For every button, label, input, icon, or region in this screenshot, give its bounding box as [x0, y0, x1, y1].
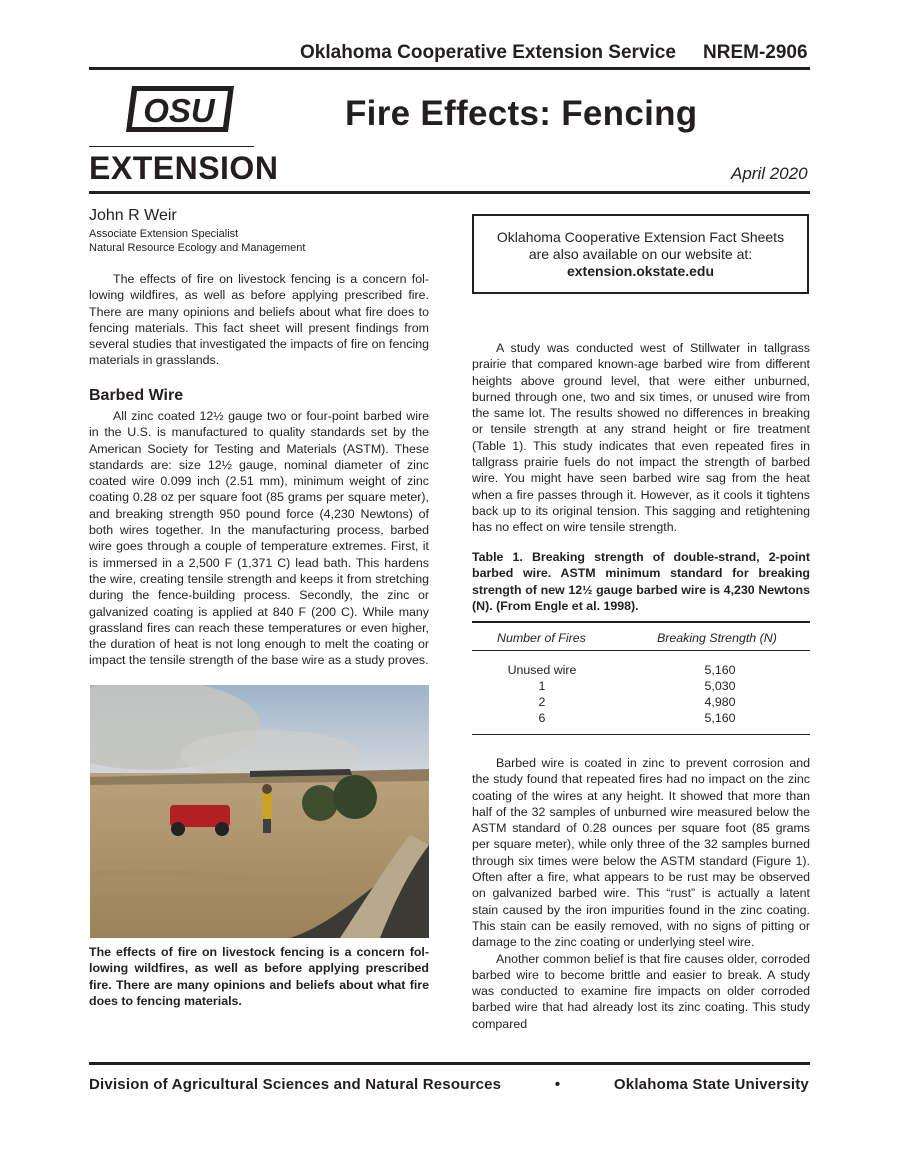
extension-wordmark: EXTENSION: [89, 150, 279, 186]
publication-date: April 2020: [731, 164, 808, 183]
footer: [89, 1076, 809, 1093]
header-service: Oklahoma Cooperative Extension Service: [300, 42, 676, 63]
table-bottom-rule: [472, 734, 810, 735]
author-role: Associate Extension Specialist: [89, 228, 239, 240]
section-heading-barbed-wire: Barbed Wire: [89, 387, 184, 404]
table-caption: Table 1. Breaking strength of double-strand, 2-point barbed wire. ASTM minimum standard for breaking strength of new 12½ gauge barbed wire is 4,230 Newtons (N). (From Engle et al. 1998).: [472, 550, 810, 613]
header-code: NREM-2906: [703, 42, 808, 63]
footer-bullet: •: [554, 1076, 561, 1093]
table-cell-fires: 6: [538, 711, 546, 725]
table-cell-fires: 1: [538, 679, 546, 693]
study-paragraph: A study was conducted west of Stillwater in tallgrass prairie that compared known-age barbed wire from different heights above ground level, that were either unburned, burned through one, two and six times, or unused wire from the same lot. The results showed no differences in breaking or tensile strength at any strand height or fire treatment (Table 1). This study indicates that even repeated fires in tallgrass prairie fuels do not impact the strength of barbed wire. You might have seen barbed wire sag from the heat when a fire passes through it. However, as it cools it tightens back up to its original tension. This sagging and retightening has no effect on wire tensile strength.: [472, 341, 810, 535]
table-cell-strength: 5,160: [704, 711, 736, 725]
table-cell-fires: 2: [538, 695, 546, 709]
header-rule: [89, 67, 810, 70]
title-rule: [89, 191, 810, 194]
table-cell-strength: 5,160: [704, 663, 736, 677]
zinc-paragraph: Barbed wire is coated in zinc to prevent corrosion and the study found that repeated fires had no impact on the zinc coating of the wires at any height. It showed that more than half of the 32 samples of unburned wire measured below the ASTM standard of 0.28 ounces per square foot (85 grams per square meter), while only three of the 32 samples burned through six times were below the ASTM standard (Figure 1). Often after a fire, what appears to be rust may be observed on galvanized barbed wire. This “rust” is actually a latent stain caused by the iron impurities found in the zinc coating. This stain can be easily removed, with no signs of pitting or damage to the zinc coating or underlying steel wire. Another common belief is that fire causes older, corroded barbed wire to become brittle and easier to break. A study was conducted to examine fire impacts on older corroded barbed wire that had already lost its zinc coating. This study compared: [472, 756, 810, 1031]
table-header-fires: Number of Fires: [497, 631, 586, 645]
table-header-strength: Breaking Strength (N): [657, 631, 777, 645]
author-dept: Natural Resource Ecology and Management: [89, 242, 306, 254]
table-cell-strength: 4,980: [704, 695, 736, 709]
table-header-rule: [472, 650, 810, 651]
osu-logo: [122, 80, 238, 138]
logo-rule: [89, 146, 254, 147]
svg-text:OSU: OSU: [143, 92, 215, 129]
footer-university: Oklahoma State University: [613, 1076, 809, 1093]
factsheet-line2: are also available on our website at:: [528, 246, 753, 262]
table-cell-fires: Unused wire: [507, 663, 577, 677]
page-title: Fire Effects: Fencing: [345, 94, 698, 133]
footer-rule: [89, 1062, 810, 1065]
barbed-wire-paragraph: All zinc coated 12½ gauge two or four-point barbed wire in the U.S. is manufactured to quality standards set by the American Society for Testing and Materials (ASTM). These standards are: size 12½ gauge, nominal diameter of zinc coated wire 0.099 inch (2.51 mm), minimum weight of zinc coating 0.28 oz per square foot (85 grams per square meter), and breaking strength 950 pound force (4,230 Newtons) of both wires together. In the manufacturing process, barbed wire goes through a couple of temperature extremes. First, it is immersed in a 2,500 F (1,371 C) lead bath. This hardens the wire, creating tensile strength and keeps it from stretching during the fence-building process. Secondly, the zinc or galvanized coating is applied at 840 F (200 C). While many grassland fires can reach these temperatures or even higher, the duration of heat is not long enough to melt the coating or impact the tensile strength of the base wire as a study proves.: [89, 409, 429, 668]
table-top-rule: [472, 621, 810, 623]
author-name: John R Weir: [89, 207, 177, 224]
table-cell-strength: 5,030: [704, 679, 736, 693]
factsheet-line1: Oklahoma Cooperative Extension Fact Sheets: [496, 229, 785, 245]
prescribed-fire-photo: [90, 685, 429, 938]
factsheet-url[interactable]: extension.okstate.edu: [566, 263, 715, 279]
factsheet-box: [472, 214, 809, 294]
photo-caption: The effects of fire on livestock fencing is a concern following wildfires, as well as before applying prescribed fire. There are many opinions and beliefs about what fire does to fencing materials.: [89, 945, 429, 1008]
intro-paragraph: The effects of fire on livestock fencing is a concern following wildfires, as well as before applying prescribed fire. There are many opinions and beliefs about what fire does to fencing materials. This fact sheet will present findings from several studies that investigated the impacts of fire on fencing materials in grasslands.: [89, 272, 429, 368]
footer-division: Division of Agricultural Sciences and Natural Resources: [89, 1076, 502, 1093]
